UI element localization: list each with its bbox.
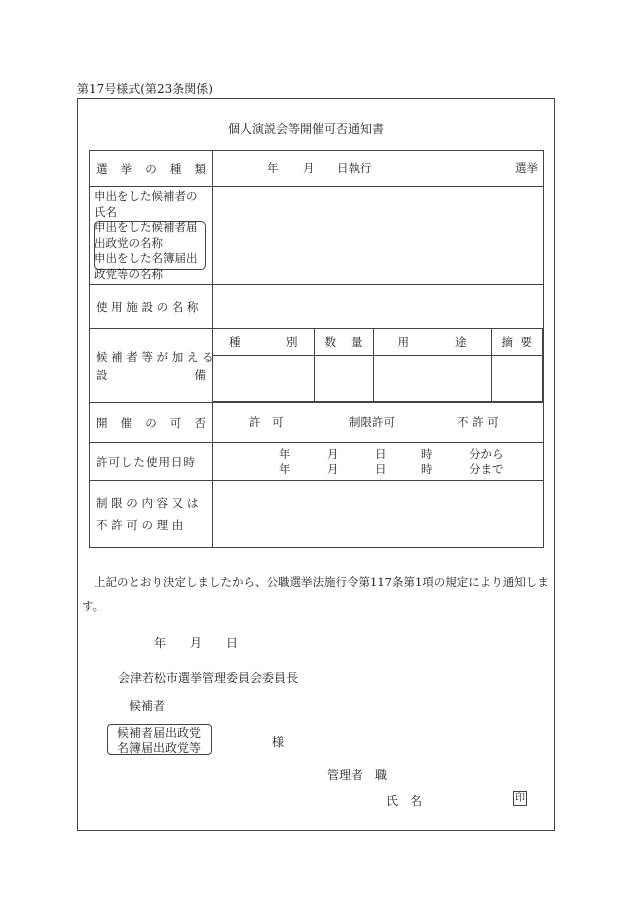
recipient-candidate: 候補者 [129, 699, 166, 713]
restriction-value [213, 481, 544, 548]
equipment-subtable-cell [213, 329, 544, 403]
election-type-label: 選 挙 の 種 類 [90, 151, 213, 187]
restriction-row [90, 481, 544, 548]
equipment-row [90, 329, 544, 403]
quantity-cell [314, 355, 373, 402]
form-number: 第17号様式(第23条関係) [77, 82, 213, 96]
equipment-label: 候 補 者 等 が 加 え る 設 備 [90, 329, 213, 403]
recipient-list-party: 名簿届出政党等 [117, 741, 202, 755]
date-line: 年 月 日 [154, 636, 239, 650]
election-type-row [90, 151, 544, 187]
body-line-2: す。 [82, 599, 105, 613]
candidate-row [90, 187, 544, 285]
candidate-label: 申出をした候補者の 氏名 申出をした候補者届 出政党の名称 申出をした名簿届出 政党等の名称 [90, 187, 213, 285]
approval-options [213, 403, 544, 443]
manager-name: 氏 名 [386, 794, 423, 808]
honorific: 様 [272, 735, 285, 749]
use-cell [373, 355, 491, 402]
remarks-cell [491, 355, 543, 402]
equipment-subtable [213, 329, 543, 402]
quantity-header: 数 量 [314, 329, 373, 355]
candidate-value [213, 187, 544, 285]
datetime-row [90, 443, 544, 481]
use-header: 用 途 [373, 329, 491, 355]
kind-header: 種 別 [213, 329, 314, 355]
facility-label: 使 用 施 設 の 名 称 [90, 285, 213, 329]
restriction-label: 制 限 の 内 容 又 は 不 許 可 の 理 由 [90, 481, 213, 548]
kind-cell [213, 355, 314, 402]
body-line-1: 上記のとおり決定しましたから、公職選挙法施行令第117条第1項の規定により通知しま [94, 575, 549, 589]
recipient-party: 候補者届出政党 [117, 726, 202, 740]
datetime-value: 年 月 日 時 分から 年 月 日 時 分まで [213, 443, 544, 481]
remarks-header: 摘 要 [491, 329, 543, 355]
option-approve: 許 可 [249, 415, 284, 429]
document-title: 個人演説会等開催可否通知書 [228, 122, 385, 136]
approval-row [90, 403, 544, 443]
option-restricted: 制限許可 [349, 415, 395, 429]
facility-value [213, 285, 544, 329]
datetime-label: 許可した使用日時 [90, 443, 213, 481]
facility-row [90, 285, 544, 329]
seal-mark: 印 [515, 793, 525, 804]
approval-label: 開 催 の 可 否 [90, 403, 213, 443]
issuer: 会津若松市選挙管理委員会委員長 [118, 671, 299, 685]
election-type-value: 年 月 日執行 選挙 [213, 151, 544, 187]
option-deny: 不 許 可 [457, 415, 499, 429]
notice-table [89, 150, 544, 548]
manager-title: 管理者 職 [327, 768, 388, 782]
